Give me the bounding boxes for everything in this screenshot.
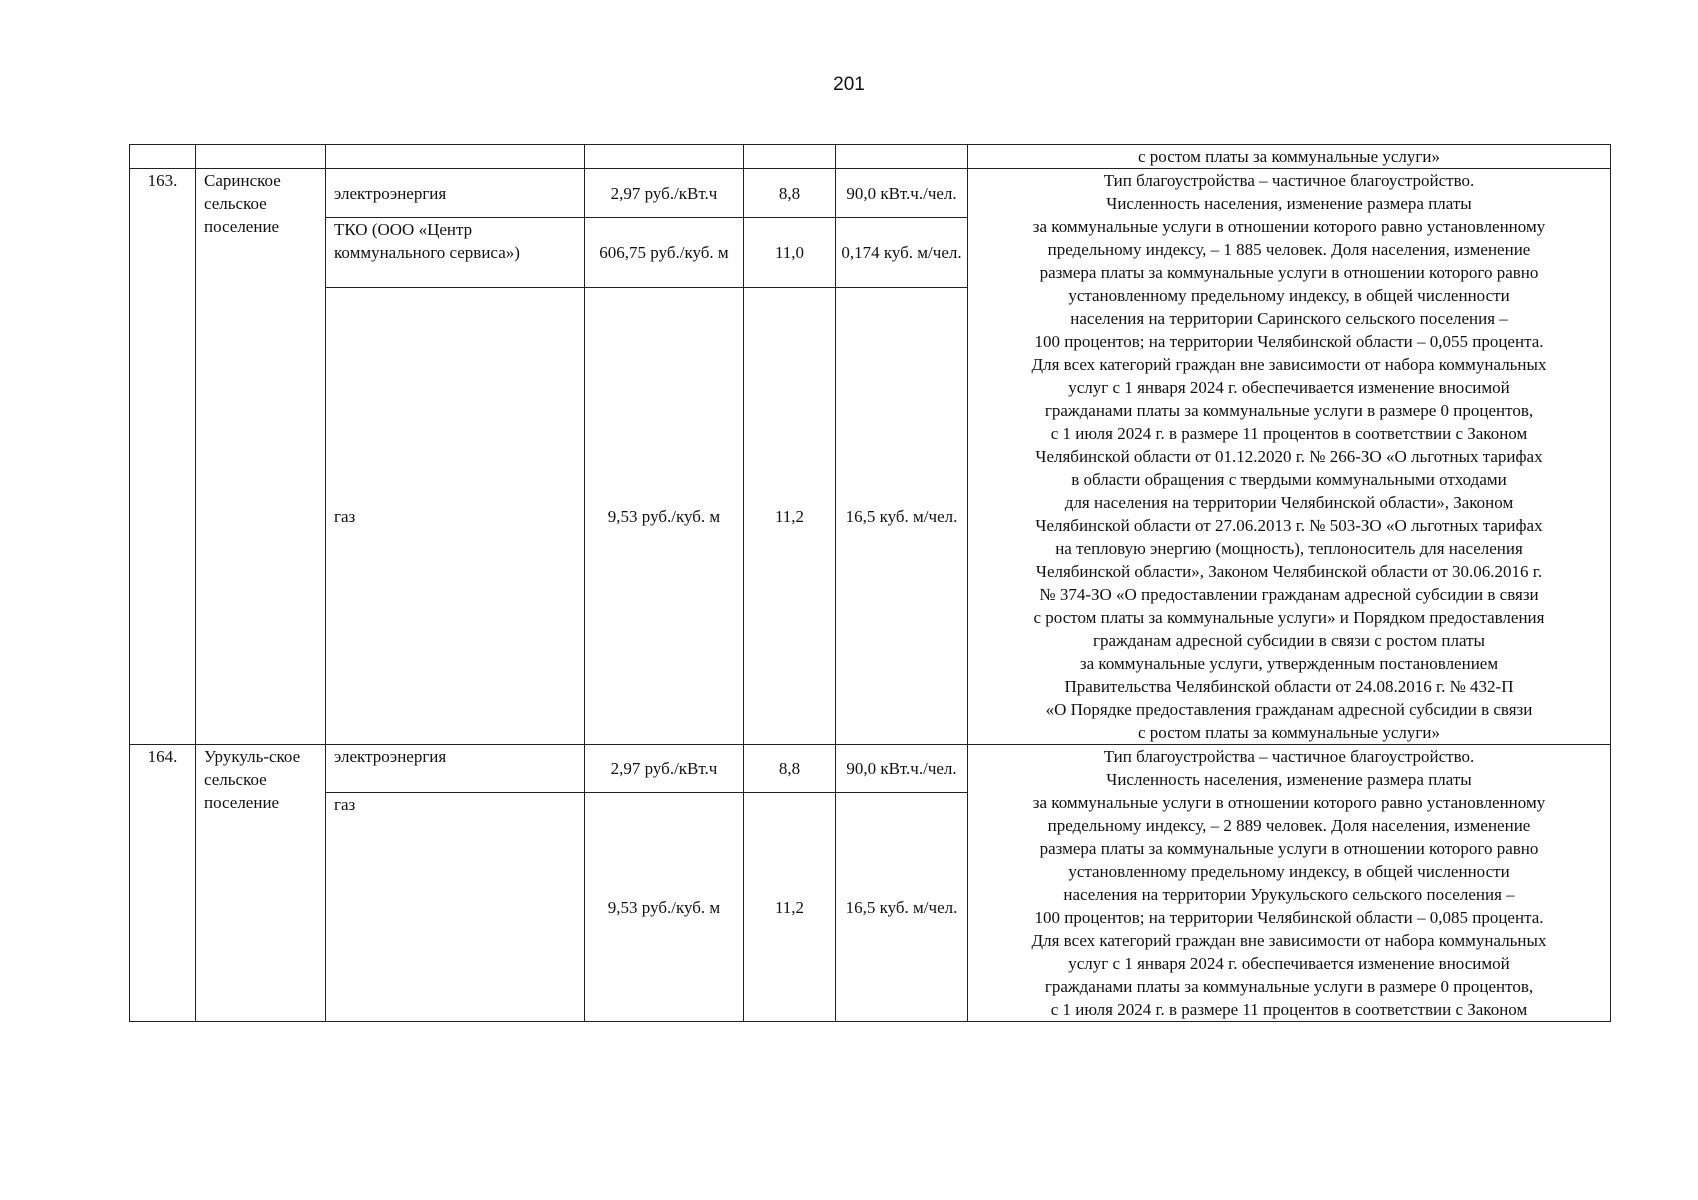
tariff-value: 9,53 руб./куб. м <box>585 793 744 1022</box>
note-line: с 1 июля 2024 г. в размере 11 процентов в соответствии с Законом <box>1050 424 1528 443</box>
note-line: населения на территории Урукульского сельского поселения – <box>1063 885 1515 904</box>
note-line: Численность населения, изменение размера платы <box>1106 194 1472 213</box>
note-line: Тип благоустройства – частичное благоустройство. <box>1103 171 1475 190</box>
note-line: на тепловую энергию (мощность), теплоноситель для населения <box>1055 539 1523 558</box>
tariff-value: 9,53 руб./куб. м <box>585 288 744 745</box>
note-line: услуг с 1 января 2024 г. обеспечивается изменение вносимой <box>1068 954 1510 973</box>
note-line: № 374-ЗО «О предоставлении гражданам адресной субсидии в связи <box>1039 585 1539 604</box>
note-line: Для всех категорий граждан вне зависимости от набора коммунальных <box>1031 931 1547 950</box>
note-line: Челябинской области от 27.06.2013 г. № 503-ЗО «О льготных тарифах <box>1035 516 1543 535</box>
note-line: Численность населения, изменение размера платы <box>1106 770 1472 789</box>
note-line: с 1 июля 2024 г. в размере 11 процентов в соответствии с Законом <box>1050 1000 1528 1019</box>
note-line: «О Порядке предоставления гражданам адресной субсидии в связи <box>1045 700 1533 719</box>
tariff-table <box>129 144 1611 1022</box>
norm-value: 90,0 кВт.ч./чел. <box>836 745 968 793</box>
service-name: газ <box>326 793 585 1022</box>
note-line: услуг с 1 января 2024 г. обеспечивается изменение вносимой <box>1068 378 1510 397</box>
note-line: гражданам адресной субсидии в связи с ростом платы <box>1093 631 1485 650</box>
tariff-value: 606,75 руб./куб. м <box>585 218 744 288</box>
note-line: для населения на территории Челябинской области», Законом <box>1064 493 1514 512</box>
note-line: за коммунальные услуги в отношении которого равно установленному <box>1032 793 1546 812</box>
note-line: Тип благоустройства – частичное благоустройство. <box>1103 747 1475 766</box>
service-name: ТКО (ООО «Центр коммунального сервиса») <box>326 218 585 288</box>
note-line: 100 процентов; на территории Челябинской области – 0,055 процента. <box>1034 332 1544 351</box>
tariff-value: 2,97 руб./кВт.ч <box>585 745 744 793</box>
table-row <box>130 169 1611 218</box>
settlement-name: Урукуль-ское сельское поселение <box>196 745 326 1022</box>
note-line: установленному предельному индексу, в общей численности <box>1068 862 1510 881</box>
note-line: за коммунальные услуги в отношении которого равно установленному <box>1032 217 1546 236</box>
note-line: установленному предельному индексу, в общей численности <box>1068 286 1510 305</box>
note-line: Челябинской области», Законом Челябинской области от 30.06.2016 г. <box>1035 562 1543 581</box>
note-line: гражданами платы за коммунальные услуги в размере 0 процентов, <box>1044 977 1534 996</box>
note-line: размера платы за коммунальные услуги в отношении которого равно <box>1039 839 1539 858</box>
norm-value: 90,0 кВт.ч./чел. <box>836 169 968 218</box>
note-line: за коммунальные услуги, утвержденным постановлением <box>1079 654 1499 673</box>
table-row <box>130 745 1611 793</box>
norm-value: 0,174 куб. м/чел. <box>836 218 968 288</box>
service-name: электроэнергия <box>326 169 585 218</box>
note-line: Для всех категорий граждан вне зависимости от набора коммунальных <box>1031 355 1547 374</box>
service-name: электроэнергия <box>326 745 585 793</box>
note-line: Челябинской области от 01.12.2020 г. № 266-ЗО «О льготных тарифах <box>1035 447 1543 466</box>
index-value: 11,0 <box>744 218 836 288</box>
norm-value: 16,5 куб. м/чел. <box>836 288 968 745</box>
service-name: газ <box>326 288 585 745</box>
note-cell: с ростом платы за коммунальные услуги» <box>968 145 1611 169</box>
row-number: 163. <box>130 169 196 745</box>
continuation-row <box>130 145 1611 169</box>
settlement-name: Саринское сельское поселение <box>196 169 326 745</box>
page-number: 201 <box>833 74 865 95</box>
norm-value: 16,5 куб. м/чел. <box>836 793 968 1022</box>
note-line: 100 процентов; на территории Челябинской области – 0,085 процента. <box>1034 908 1544 927</box>
note-line: гражданами платы за коммунальные услуги в размере 0 процентов, <box>1044 401 1534 420</box>
note-line: предельному индексу, – 1 885 человек. Доля населения, изменение <box>1047 240 1531 259</box>
index-value: 11,2 <box>744 793 836 1022</box>
note-line: в области обращения с твердыми коммунальными отходами <box>1071 470 1507 489</box>
index-value: 8,8 <box>744 745 836 793</box>
note-line: с ростом платы за коммунальные услуги» и Порядком предоставления <box>1033 608 1545 627</box>
note-line: населения на территории Саринского сельского поселения – <box>1070 309 1508 328</box>
tariff-value: 2,97 руб./кВт.ч <box>585 169 744 218</box>
note-cell <box>968 169 1611 745</box>
note-line: размера платы за коммунальные услуги в отношении которого равно <box>1039 263 1539 282</box>
index-value: 11,2 <box>744 288 836 745</box>
note-line: с ростом платы за коммунальные услуги» <box>1138 723 1440 742</box>
note-line: Правительства Челябинской области от 24.08.2016 г. № 432-П <box>1064 677 1514 696</box>
row-number: 164. <box>130 745 196 1022</box>
index-value: 8,8 <box>744 169 836 218</box>
note-cell <box>968 745 1611 1022</box>
note-line: предельному индексу, – 2 889 человек. Доля населения, изменение <box>1047 816 1531 835</box>
